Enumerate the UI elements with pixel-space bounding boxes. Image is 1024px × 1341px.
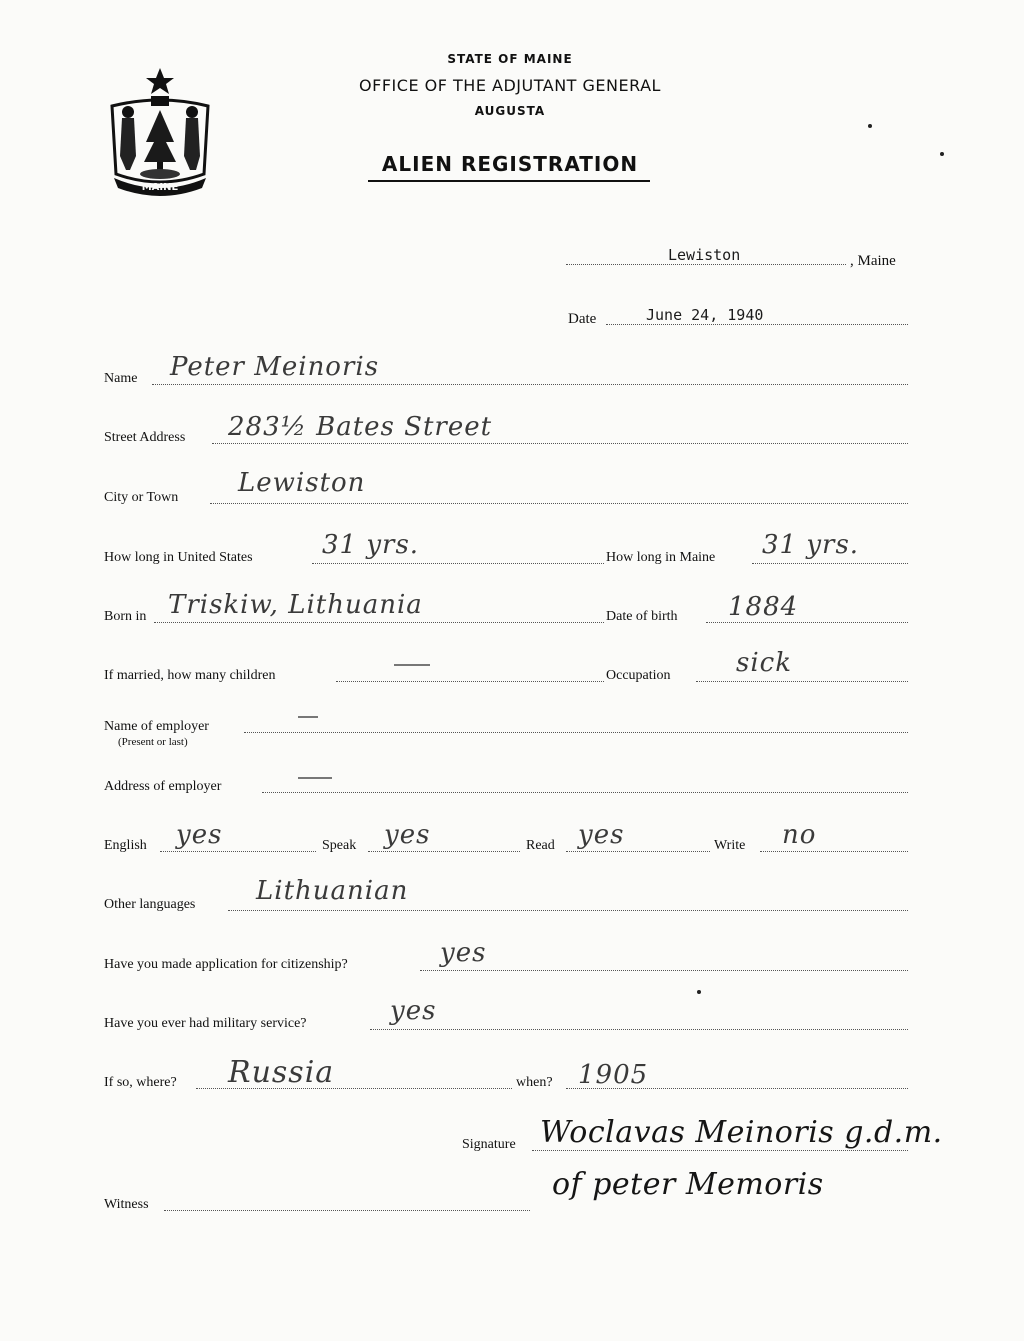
signature-line1: Woclavas Meinoris g.d.m. [540,1115,943,1150]
employer-address-line [262,792,908,793]
years-us-line [312,563,604,564]
date-value: June 24, 1940 [646,306,764,324]
military-value: yes [390,996,437,1026]
city-value: Lewiston [238,468,366,498]
years-us-label: How long in United States [104,550,253,565]
occupation-line [696,681,908,682]
read-line [566,851,710,852]
employer-name-sublabel: (Present or last) [118,736,188,748]
other-languages-line [228,910,908,911]
dob-line [706,622,908,623]
office-heading: OFFICE OF THE ADJUTANT GENERAL [359,76,661,95]
dob-value: 1884 [728,592,799,622]
date-label: Date [568,311,597,327]
speak-value: yes [384,820,431,850]
form-title: ALIEN REGISTRATION [381,152,639,176]
signature-label: Signature [462,1137,516,1152]
when-label: when? [516,1075,553,1090]
street-line [212,443,908,444]
employer-address-blank-dash [298,777,332,779]
where-value: Russia [228,1055,335,1090]
name-line [152,384,908,385]
children-blank-dash [394,664,430,666]
write-value: no [782,820,817,850]
military-label: Have you ever had military service? [104,1016,307,1031]
when-value: 1905 [578,1060,649,1090]
state-heading: STATE OF MAINE [447,52,573,66]
born-in-value: Triskiw, Lithuania [168,590,423,620]
occupation-value: sick [736,648,792,678]
title-underline [368,180,650,182]
born-in-line [154,622,604,623]
speak-label: Speak [322,838,357,853]
years-maine-value: 31 yrs. [762,530,860,560]
place-value: Lewiston [668,246,741,264]
years-maine-line [752,563,908,564]
citizenship-line [420,970,908,971]
witness-line [164,1210,530,1211]
employer-name-blank-dash [298,716,318,718]
other-languages-value: Lithuanian [256,876,409,906]
employer-address-label: Address of employer [104,779,222,794]
military-line [370,1029,908,1030]
date-line [606,324,908,325]
read-value: yes [578,820,625,850]
name-label: Name [104,371,138,386]
dob-label: Date of birth [606,609,678,624]
english-line [160,851,316,852]
name-value: Peter Meinoris [170,352,380,382]
occupation-label: Occupation [606,668,671,683]
paper-speck [940,152,944,156]
signature-line2: of peter Memoris [552,1167,824,1202]
children-line [336,681,604,682]
place-suffix: , Maine [850,253,896,269]
place-line [566,264,846,265]
paper-speck [697,990,701,994]
signature-line [532,1150,908,1151]
employer-name-label: Name of employer [104,719,209,734]
born-in-label: Born in [104,609,147,624]
english-value: yes [176,820,223,850]
where-label: If so, where? [104,1075,177,1090]
english-label: English [104,838,147,853]
write-label: Write [714,838,746,853]
city-label: City or Town [104,490,179,505]
city-line [210,503,908,504]
children-label: If married, how many children [104,668,276,683]
street-label: Street Address [104,430,186,445]
write-line [760,851,908,852]
employer-name-line [244,732,908,733]
citizenship-label: Have you made application for citizenship? [104,957,348,972]
paper-speck [868,124,872,128]
street-value: 283½ Bates Street [228,412,493,442]
maine-seal-icon [104,66,216,196]
citizenship-value: yes [440,938,487,968]
witness-label: Witness [104,1197,149,1212]
speak-line [368,851,520,852]
years-us-value: 31 yrs. [322,530,420,560]
city-heading: AUGUSTA [474,104,546,118]
read-label: Read [526,838,555,853]
years-maine-label: How long in Maine [606,550,716,565]
seal-text: MAINE [141,182,179,193]
other-languages-label: Other languages [104,897,196,912]
